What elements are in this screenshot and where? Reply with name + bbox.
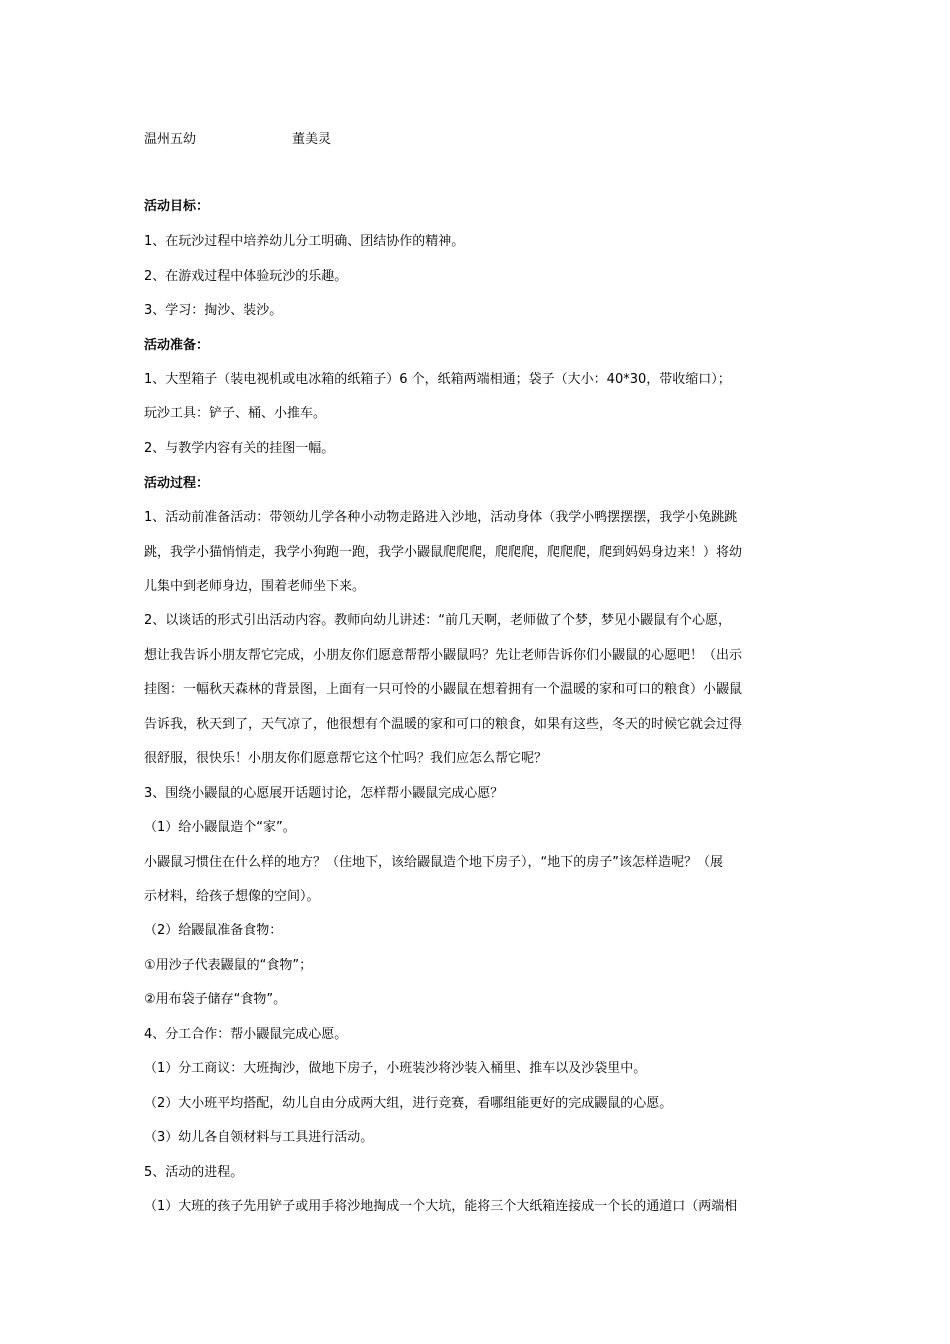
paragraph-line: ②用布袋子储存“食物”。 [144, 992, 287, 1007]
paragraph-line: 跳，我学小猫悄悄走，我学小狗跑一跑，我学小鼹鼠爬爬爬，爬爬爬，爬爬爬，爬到妈妈身边来！）将幼 [144, 545, 743, 560]
paragraph-line: 1、在玩沙过程中培养幼儿分工明确、团结协作的精神。 [144, 234, 465, 249]
paragraph-line: （1）大班的孩子先用铲子或用手将沙地掏成一个大坑，能将三个大纸箱连接成一个长的通道口（两端相 [144, 1199, 738, 1214]
author-organization: 温州五幼 [144, 132, 197, 147]
paragraph-line: 1、大型箱子（装电视机或电冰箱的纸箱子）6 个，纸箱两端相通；袋子（大小：40*30，带收缩口）； [144, 372, 731, 387]
paragraph-line: 小鼹鼠习惯住在什么样的地方？（住地下，该给鼹鼠造个地下房子），“地下的房子”该怎样造呢？（展 [144, 855, 723, 870]
paragraph-line: （2）给鼹鼠准备食物： [144, 923, 283, 938]
section-heading: 活动准备： [144, 338, 210, 353]
paragraph-line: ①用沙子代表鼹鼠的“食物”； [144, 958, 313, 973]
paragraph-line: 示材料，给孩子想像的空间）。 [144, 889, 320, 904]
section-heading: 活动目标： [144, 199, 210, 214]
paragraph-line: 想让我告诉小朋友帮它完成，小朋友你们愿意帮帮小鼹鼠吗？先让老师告诉你们小鼹鼠的心愿吧！（出示 [144, 648, 743, 663]
paragraph-line: （3）幼儿各自领材料与工具进行活动。 [144, 1130, 374, 1145]
paragraph-line: 3、围绕小鼹鼠的心愿展开话题讨论，怎样帮小鼹鼠完成心愿？ [144, 786, 504, 801]
paragraph-line: （2）大小班平均搭配，幼儿自由分成两大组，进行竞赛，看哪组能更好的完成鼹鼠的心愿。 [144, 1096, 673, 1111]
paragraph-line: （1）分工商议：大班掏沙，做地下房子，小班装沙将沙装入桶里、推车以及沙袋里中。 [144, 1061, 647, 1076]
author-name: 董美灵 [292, 132, 332, 147]
paragraph-line: 告诉我，秋天到了，天气凉了，他很想有个温暖的家和可口的粮食，如果有这些，冬天的时候它就会过得 [144, 717, 743, 732]
paragraph-line: 挂图：一幅秋天森林的背景图，上面有一只可怜的小鼹鼠在想着拥有一个温暖的家和可口的粮食）小鼹鼠 [144, 682, 743, 697]
paragraph-line: 玩沙工具：铲子、桶、小推车。 [144, 406, 327, 421]
paragraph-line: 5、活动的进程。 [144, 1165, 244, 1180]
paragraph-line: 3、学习：掏沙、装沙。 [144, 303, 283, 318]
paragraph-line: （1）给小鼹鼠造个“家”。 [144, 820, 296, 835]
paragraph-line: 很舒服，很快乐！小朋友你们愿意帮它这个忙吗？我们应怎么帮它呢？ [144, 751, 548, 766]
paragraph-line: 2、与教学内容有关的挂图一幅。 [144, 441, 335, 456]
paragraph-line: 2、在游戏过程中体验玩沙的乐趣。 [144, 269, 348, 284]
paragraph-line: 儿集中到老师身边，围着老师坐下来。 [144, 579, 366, 594]
paragraph-line: 4、分工合作：帮小鼹鼠完成心愿。 [144, 1027, 348, 1042]
section-heading: 活动过程： [144, 476, 210, 491]
paragraph-line: 1、活动前准备活动：带领幼儿学各种小动物走路进入沙地，活动身体（我学小鸭摆摆摆，我学小兔跳跳 [144, 510, 738, 525]
paragraph-line: 2、以谈话的形式引出活动内容。教师向幼儿讲述：“前几天啊，老师做了个梦，梦见小鼹鼠有个心愿， [144, 613, 732, 628]
